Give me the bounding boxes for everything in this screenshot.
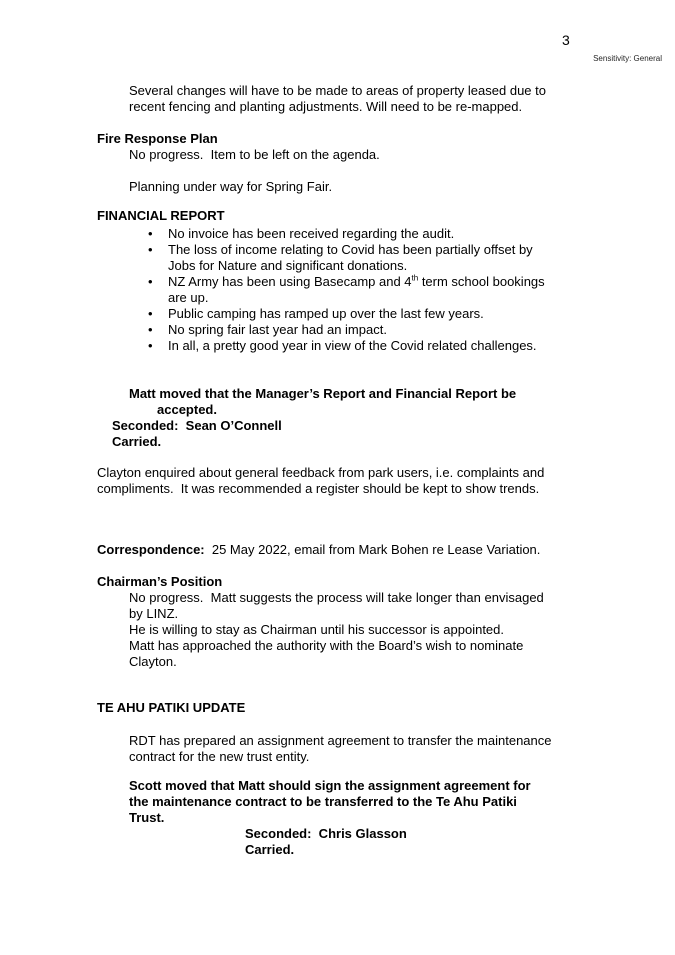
text-line bbox=[168, 306, 675, 322]
text-segment: Trust. bbox=[129, 810, 165, 825]
bullet-item bbox=[148, 242, 675, 274]
text-segment: TE AHU PATIKI UPDATE bbox=[97, 700, 246, 715]
bullet-item bbox=[148, 274, 675, 306]
text-line bbox=[129, 606, 675, 622]
text-segment: Planning under way for Spring Fair. bbox=[129, 179, 333, 194]
text-segment: th bbox=[411, 273, 419, 283]
text-segment: Correspondence: bbox=[97, 542, 205, 557]
text-segment: the maintenance contract to be transferred to the Te Ahu Patiki bbox=[129, 794, 517, 809]
text-line bbox=[129, 749, 675, 765]
para-rdt bbox=[0, 733, 675, 765]
text-segment: Jobs for Nature and significant donations. bbox=[168, 258, 408, 273]
text-line bbox=[112, 418, 675, 434]
text-line bbox=[97, 208, 675, 224]
text-line bbox=[129, 179, 675, 195]
text-line bbox=[129, 733, 675, 749]
text-line bbox=[168, 290, 675, 306]
text-segment: NZ Army has been using Basecamp and 4 bbox=[168, 274, 412, 289]
text-segment: term school bookings bbox=[418, 274, 545, 289]
text-line bbox=[168, 242, 675, 258]
text-line bbox=[129, 778, 675, 794]
text-line bbox=[97, 700, 675, 716]
bullet-item bbox=[148, 322, 675, 338]
para-clayton bbox=[0, 465, 675, 497]
text-line bbox=[168, 338, 675, 354]
text-segment: He is willing to stay as Chairman until his successor is appointed. bbox=[129, 622, 505, 637]
text-segment: Carried. bbox=[245, 842, 295, 857]
text-line bbox=[129, 99, 675, 115]
text-segment: Seconded: Chris Glasson bbox=[245, 826, 407, 841]
text-segment: by LINZ. bbox=[129, 606, 179, 621]
text-line bbox=[245, 842, 675, 858]
text-segment: Clayton enquired about general feedback from park users, i.e. complaints and bbox=[97, 465, 545, 480]
text-line bbox=[129, 794, 675, 810]
text-line bbox=[129, 590, 675, 606]
text-segment: Carried. bbox=[112, 434, 162, 449]
text-segment: FINANCIAL REPORT bbox=[97, 208, 225, 223]
text-segment: compliments. It was recommended a register should be kept to show trends. bbox=[97, 481, 540, 496]
heading-financial bbox=[0, 208, 675, 224]
text-segment: No invoice has been received regarding the audit. bbox=[168, 226, 455, 241]
text-segment: are up. bbox=[168, 290, 209, 305]
para-remap bbox=[0, 83, 675, 115]
text-segment: Matt has approached the authority with the Board’s wish to nominate bbox=[129, 638, 524, 653]
bullet-item bbox=[148, 306, 675, 322]
text-line bbox=[245, 826, 675, 842]
text-line bbox=[168, 274, 675, 290]
text-segment: 25 May 2022, email from Mark Bohen re Lease Variation. bbox=[204, 542, 541, 557]
bullets-financial bbox=[0, 226, 675, 354]
motion-scott bbox=[0, 778, 675, 858]
text-segment: RDT has prepared an assignment agreement to transfer the maintenance bbox=[129, 733, 552, 748]
text-segment: Scott moved that Matt should sign the assignment agreement for bbox=[129, 778, 531, 793]
text-line bbox=[129, 654, 675, 670]
text-line bbox=[129, 147, 675, 163]
motion-managers bbox=[0, 386, 675, 450]
text-segment: No progress. Item to be left on the agenda. bbox=[129, 147, 380, 162]
page-number: 3 bbox=[562, 32, 570, 48]
text-segment: Several changes will have to be made to areas of property leased due to bbox=[129, 83, 546, 98]
text-line bbox=[168, 258, 675, 274]
text-segment: Chairman’s Position bbox=[97, 574, 223, 589]
heading-chairman bbox=[0, 574, 675, 590]
text-line bbox=[157, 402, 675, 418]
para-chairman bbox=[0, 590, 675, 670]
text-segment: Matt moved that the Manager’s Report and Financial Report be bbox=[129, 386, 517, 401]
bullet-item bbox=[148, 226, 675, 242]
text-line bbox=[168, 322, 675, 338]
text-line bbox=[129, 83, 675, 99]
text-segment: No progress. Matt suggests the process will take longer than envisaged bbox=[129, 590, 544, 605]
text-line bbox=[97, 574, 675, 590]
text-line bbox=[129, 622, 675, 638]
text-segment: contract for the new trust entity. bbox=[129, 749, 310, 764]
text-line bbox=[97, 131, 675, 147]
text-line bbox=[168, 226, 675, 242]
text-line bbox=[129, 386, 675, 402]
bullet-item bbox=[148, 338, 675, 354]
text-segment: Public camping has ramped up over the last few years. bbox=[168, 306, 484, 321]
text-segment: Fire Response Plan bbox=[97, 131, 218, 146]
text-line bbox=[129, 638, 675, 654]
text-segment: In all, a pretty good year in view of the Covid related challenges. bbox=[168, 338, 537, 353]
text-line bbox=[97, 481, 675, 497]
text-line bbox=[97, 465, 675, 481]
heading-teahu bbox=[0, 700, 675, 716]
text-segment: Seconded: Sean O’Connell bbox=[112, 418, 282, 433]
text-segment: The loss of income relating to Covid has been partially offset by bbox=[168, 242, 533, 257]
heading-fire bbox=[0, 131, 675, 147]
text-line bbox=[112, 434, 675, 450]
sensitivity-label: Sensitivity: General bbox=[593, 54, 662, 63]
para-spring bbox=[0, 179, 675, 195]
text-segment: No spring fair last year had an impact. bbox=[168, 322, 387, 337]
para-correspondence bbox=[0, 542, 675, 558]
text-segment: accepted. bbox=[157, 402, 217, 417]
text-segment: recent fencing and planting adjustments. Will need to be re-mapped. bbox=[129, 99, 523, 114]
para-fire bbox=[0, 147, 675, 163]
text-line bbox=[129, 810, 675, 826]
text-line bbox=[97, 542, 675, 558]
text-segment: Clayton. bbox=[129, 654, 177, 669]
